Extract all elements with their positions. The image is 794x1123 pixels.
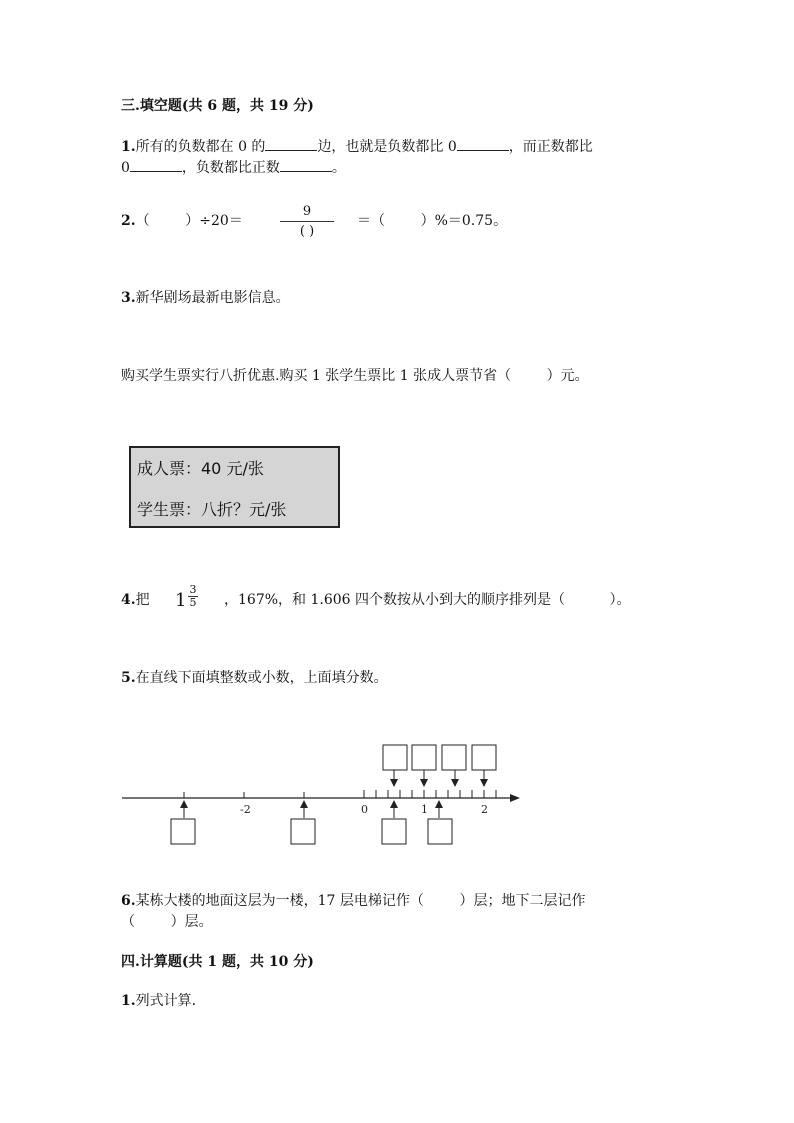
answer-box-top[interactable] bbox=[442, 745, 466, 770]
question-text: ，负数都比正数 bbox=[181, 160, 280, 176]
question-3-text: 购买学生票实行八折优惠.购买 1 张学生票比 1 张成人票节省（ ）元。 bbox=[121, 368, 589, 384]
answer-box-top[interactable] bbox=[412, 745, 436, 770]
arrow-down-icon bbox=[420, 779, 428, 787]
calc-question-1 bbox=[121, 992, 196, 1010]
fraction-denominator[interactable]: ( ) bbox=[299, 224, 315, 239]
arrow-down-icon bbox=[480, 779, 488, 787]
question-text: 某栋大楼的地面这层为一楼，17 层电梯记作（ ）层；地下二层记作 bbox=[135, 893, 586, 909]
tick-label: 0 bbox=[361, 803, 368, 816]
question-text: 0 bbox=[121, 160, 130, 176]
section-heading: 三.填空题(共 6 题，共 19 分) bbox=[121, 98, 314, 114]
question-number: 1. bbox=[121, 993, 136, 1009]
question-text: 所有的负数都在 0 的 bbox=[135, 139, 266, 155]
arrow-down-icon bbox=[390, 779, 398, 787]
question-text: 列式计算. bbox=[135, 993, 197, 1009]
answer-box-bottom[interactable] bbox=[171, 819, 195, 844]
question-number: 6. bbox=[121, 893, 136, 909]
answer-box-bottom[interactable] bbox=[382, 819, 406, 844]
question-text: 边，也就是负数都比 0 bbox=[317, 139, 457, 155]
question-4-text: ，167%，和 1.606 四个数按从小到大的顺序排列是（ ）。 bbox=[224, 592, 631, 608]
mixed-numerator: 3 bbox=[189, 583, 197, 596]
fine-ticks bbox=[364, 790, 496, 798]
adult-ticket-price: 成人票：40 元/张 bbox=[137, 459, 264, 478]
question-text: 。 bbox=[331, 160, 346, 176]
fraction-numerator: 9 bbox=[302, 204, 312, 219]
question-text: ，而正数都比 bbox=[508, 139, 593, 155]
question-text: 在直线下面填整数或小数，上面填分数。 bbox=[135, 670, 388, 686]
question-number: 1. bbox=[121, 139, 136, 155]
question-number: 4. bbox=[121, 592, 136, 608]
student-ticket-price: 学生票：八折？元/张 bbox=[137, 500, 287, 519]
section-heading: 四.计算题(共 1 题，共 10 分) bbox=[121, 954, 314, 970]
question-text: 新华剧场最新电影信息。 bbox=[135, 290, 290, 306]
question-text: 把 bbox=[135, 592, 150, 608]
answer-box-bottom[interactable] bbox=[291, 819, 315, 844]
tick-label: 2 bbox=[481, 803, 488, 816]
arrowhead-icon bbox=[510, 794, 520, 802]
arrow-down-icon bbox=[451, 779, 459, 787]
question-6-line-2: （ ）层。 bbox=[121, 914, 213, 930]
answer-box-top[interactable] bbox=[383, 745, 407, 770]
answer-box-top[interactable] bbox=[472, 745, 496, 770]
tick-label: 1 bbox=[421, 803, 428, 816]
tick-label: -2 bbox=[240, 803, 251, 816]
mixed-whole: 1 bbox=[175, 590, 187, 611]
question-number: 5. bbox=[121, 670, 136, 686]
question-2-right: ＝（ ）%＝0.75。 bbox=[357, 213, 508, 229]
question-6-line-1 bbox=[121, 892, 586, 910]
question-number: 2. bbox=[121, 213, 136, 229]
mixed-denominator: 5 bbox=[189, 596, 197, 609]
question-text: （ ）÷20＝ bbox=[135, 213, 243, 229]
question-number: 3. bbox=[121, 290, 136, 306]
answer-box-bottom[interactable] bbox=[428, 819, 452, 844]
